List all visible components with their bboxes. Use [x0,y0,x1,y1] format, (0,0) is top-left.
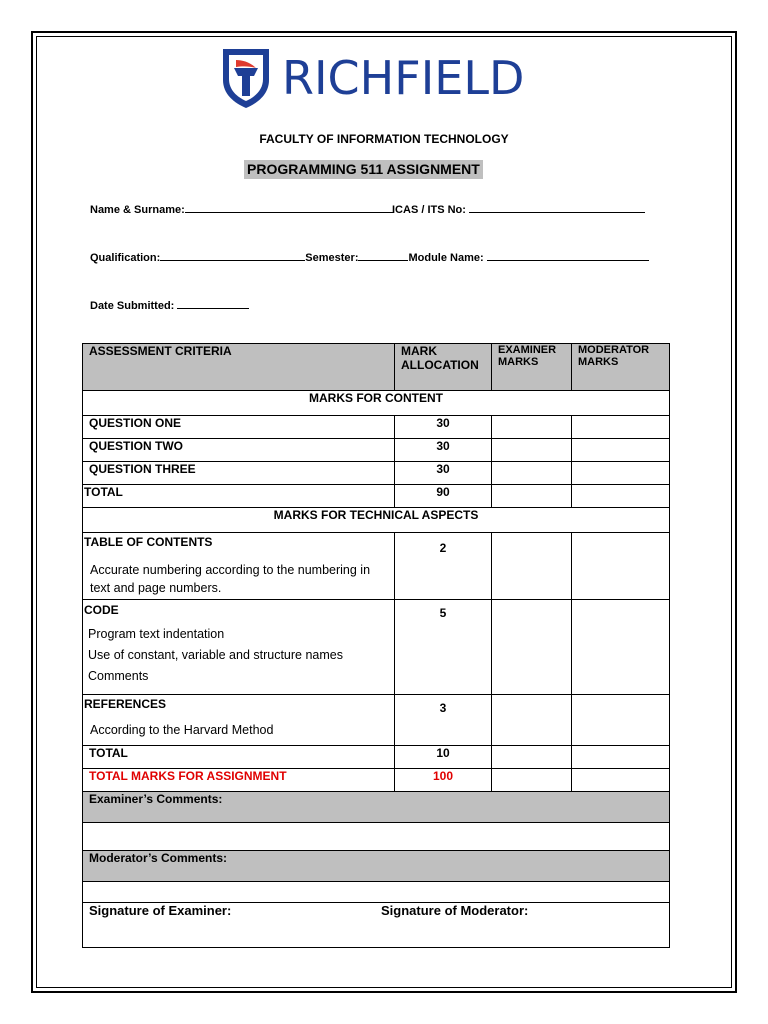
references-cell [83,695,395,746]
date-line [177,298,249,309]
code-detail-comments: Comments [88,669,149,683]
name-label: Name & Surname: [90,204,185,216]
qualification-line [160,250,305,261]
examiner-comments-label: Examiner’s Comments: [83,792,670,823]
richfield-logo [220,45,524,111]
code-cell [83,600,395,695]
code-detail-names: Use of constant, variable and structure names [88,648,343,662]
examiner-cell[interactable] [492,416,572,439]
moderator-cell[interactable] [572,416,670,439]
references-marks: 3 [395,695,492,746]
table-row [83,439,670,462]
name-line [185,202,393,213]
moderator-comments-header-row [83,851,670,882]
qualification-label: Qualification: [90,252,161,264]
examiner-cell[interactable] [492,600,572,695]
assessment-table [82,343,670,948]
table-header-row [83,344,670,391]
examiner-header: EXAMINER MARKS [492,344,572,391]
moderator-comments-field[interactable] [83,882,670,903]
moderator-cell[interactable] [572,769,670,792]
moderator-comments-row [83,882,670,903]
examiner-cell[interactable] [492,485,572,508]
toc-cell [83,533,395,600]
moderator-cell[interactable] [572,439,670,462]
allocation-header: MARK ALLOCATION [395,344,492,391]
examiner-comments-row [83,823,670,851]
signature-cell [83,903,670,948]
technical-section-row [83,508,670,533]
content-total-row [83,485,670,508]
icas-field [392,202,645,216]
semester-line [358,250,408,261]
examiner-comments-header-row [83,792,670,823]
content-section-row [83,391,670,416]
criteria-cell: QUESTION TWO [83,439,395,462]
moderator-cell[interactable] [572,600,670,695]
qualification-field [90,250,649,264]
total-label: TOTAL [83,485,395,508]
table-row [83,416,670,439]
total-label: TOTAL [83,746,395,769]
examiner-cell[interactable] [492,746,572,769]
moderator-comments-label: Moderator’s Comments: [83,851,670,882]
toc-marks: 2 [395,533,492,600]
examiner-comments-field[interactable] [83,823,670,851]
faculty-title: FACULTY OF INFORMATION TECHNOLOGY [259,132,509,146]
content-section-title: MARKS FOR CONTENT [83,391,670,416]
icas-label: ICAS / ITS No: [392,204,466,216]
total-marks: 90 [395,485,492,508]
moderator-cell[interactable] [572,485,670,508]
references-row [83,695,670,746]
moderator-signature-label: Signature of Moderator: [381,903,529,918]
examiner-signature-label: Signature of Examiner: [89,903,232,918]
toc-detail: Accurate numbering according to the numbering in text and page numbers. [90,563,371,595]
semester-label: Semester: [305,252,359,264]
date-label: Date Submitted: [90,300,175,312]
examiner-cell[interactable] [492,439,572,462]
total-marks: 10 [395,746,492,769]
references-detail: According to the Harvard Method [90,723,274,737]
module-label: Module Name: [408,252,484,264]
criteria-cell: QUESTION THREE [83,462,395,485]
moderator-header: MODERATOR MARKS [572,344,670,391]
module-line [487,250,649,261]
code-detail-indentation: Program text indentation [88,627,225,641]
examiner-cell[interactable] [492,462,572,485]
criteria-cell: QUESTION ONE [83,416,395,439]
moderator-cell[interactable] [572,533,670,600]
signature-row [83,903,670,948]
references-title: REFERENCES [84,697,167,711]
assignment-title: PROGRAMMING 511 ASSIGNMENT [244,160,483,179]
marks-cell: 30 [395,416,492,439]
examiner-cell[interactable] [492,695,572,746]
code-row [83,600,670,695]
icas-line [469,202,645,213]
marks-cell: 30 [395,439,492,462]
code-title: CODE [84,603,119,617]
technical-section-title: MARKS FOR TECHNICAL ASPECTS [83,508,670,533]
grand-total-label: TOTAL MARKS FOR ASSIGNMENT [83,769,395,792]
grand-total-row [83,769,670,792]
criteria-header: ASSESSMENT CRITERIA [83,344,395,391]
grand-total-marks: 100 [395,769,492,792]
moderator-cell[interactable] [572,695,670,746]
toc-title: TABLE OF CONTENTS [84,535,213,549]
moderator-cell[interactable] [572,462,670,485]
toc-row [83,533,670,600]
date-field [90,298,249,312]
moderator-cell[interactable] [572,746,670,769]
marks-cell: 30 [395,462,492,485]
technical-total-row [83,746,670,769]
code-marks: 5 [395,600,492,695]
examiner-cell[interactable] [492,533,572,600]
shield-torch-icon [220,46,272,110]
brand-name: RICHFIELD [282,51,525,105]
name-field [90,202,393,216]
examiner-cell[interactable] [492,769,572,792]
table-row [83,462,670,485]
